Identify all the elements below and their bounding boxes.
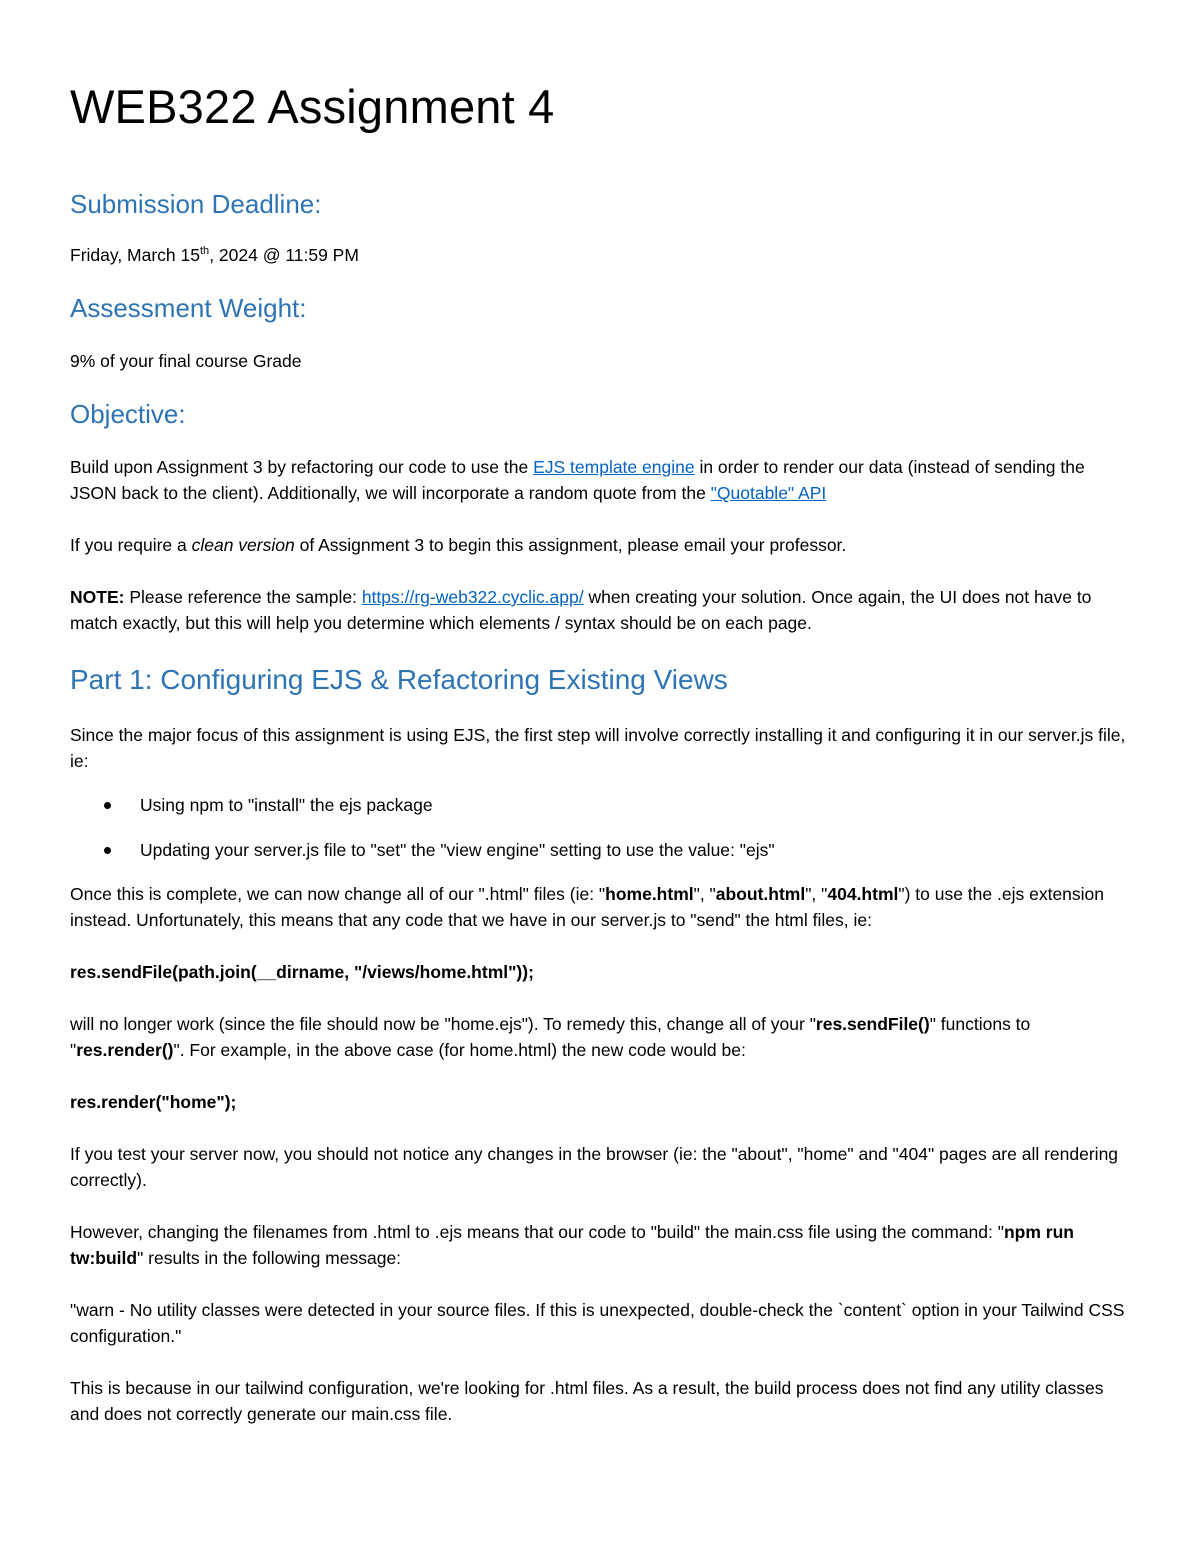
part1-heading: Part 1: Configuring EJS & Refactoring Existing Views: [70, 664, 728, 695]
render-function-name: res.render(): [76, 1040, 174, 1060]
about-html-filename: about.html: [715, 884, 806, 904]
deadline-date: [70, 242, 1132, 268]
change-extension-paragraph: [70, 881, 1132, 933]
code-render: [70, 1089, 1132, 1115]
code-render-text: res.render("home");: [70, 1092, 237, 1112]
change-text-e: ") to use the .ejs extension instead. Unfortunately, this means that any code that we have in our server.js to "send" the html files, ie:: [70, 884, 1105, 930]
quotable-api-link[interactable]: "Quotable" API: [710, 483, 827, 503]
clean-version-emphasis: clean version: [191, 535, 295, 555]
nolonger-text-a: will no longer work (since the file should now be "home.ejs"). To remedy this, change all of your ": [70, 1014, 816, 1034]
deadline-date-suffix: , 2024 @ 11:59 PM: [209, 245, 359, 265]
page-title: WEB322 Assignment 4: [70, 80, 555, 133]
note-text-a: Please reference the sample:: [124, 587, 362, 607]
change-text-a: Once this is complete, we can now change all of our ".html" files (ie: ": [70, 884, 606, 904]
bullet-icon: [104, 802, 111, 809]
clean-version-paragraph: [70, 532, 1132, 558]
submission-deadline-heading: Submission Deadline:: [70, 189, 322, 219]
assessment-weight-text: 9% of your final course Grade: [70, 351, 302, 371]
build-command: npm run tw:build: [70, 1222, 1074, 1268]
setup-steps-list: [70, 792, 1132, 863]
list-item: [70, 837, 1132, 863]
deadline-date-prefix: Friday, March 15: [70, 245, 200, 265]
change-text-d: ", ": [805, 884, 828, 904]
tailwind-explanation-paragraph: This is because in our tailwind configuration, we're looking for .html files. As a result, the build process does not find any utility classes and does not correctly generate our main.css file.: [70, 1378, 1104, 1424]
note-label: NOTE:: [70, 587, 125, 607]
nolonger-text-c: " functions to ": [70, 1014, 1031, 1060]
assessment-weight-heading: Assessment Weight:: [70, 293, 307, 323]
build-warning-paragraph: [70, 1219, 1132, 1271]
objective-paragraph: [70, 454, 1132, 506]
deadline-date-ordinal: th: [200, 245, 210, 258]
bullet-icon: [104, 847, 111, 854]
document-content: [70, 78, 1132, 1427]
note-paragraph: [70, 584, 1132, 636]
404-html-filename: 404.html: [827, 884, 899, 904]
code-sendfile: [70, 959, 1132, 985]
list-item-text: Updating your server.js file to "set" the "view engine" setting to use the value: "ejs": [140, 840, 775, 860]
ejs-template-engine-link[interactable]: EJS template engine: [533, 457, 695, 477]
clean-version-text-a: If you require a: [70, 535, 192, 555]
code-sendfile-text: res.sendFile(path.join(__dirname, "/views/home.html"));: [70, 962, 534, 982]
no-longer-work-paragraph: [70, 1011, 1132, 1063]
list-item: [70, 792, 1132, 818]
test-server-paragraph: If you test your server now, you should not notice any changes in the browser (ie: the "about", "home" and "404" pages are all rendering correctly).: [70, 1144, 1119, 1190]
sample-site-link[interactable]: https://rg-web322.cyclic.app/: [361, 587, 584, 607]
list-item-text: Using npm to "install" the ejs package: [140, 795, 433, 815]
however-text-c: " results in the following message:: [137, 1248, 402, 1268]
objective-text-a: Build upon Assignment 3 by refactoring our code to use the: [70, 457, 534, 477]
sendfile-function-name: res.sendFile(): [815, 1014, 930, 1034]
part1-intro: Since the major focus of this assignment is using EJS, the first step will involve correctly installing it and configuring it in our server.js file, ie:: [70, 725, 1126, 771]
change-text-c: ", ": [693, 884, 716, 904]
clean-version-text-b: of Assignment 3 to begin this assignment, please email your professor.: [294, 535, 847, 555]
note-text-b: when creating your solution. Once again, the UI does not have to match exactly, but this will help you determine which elements / syntax should be on each page.: [70, 587, 1092, 633]
home-html-filename: home.html: [605, 884, 694, 904]
objective-heading: Objective:: [70, 399, 186, 429]
tailwind-warn-message: "warn - No utility classes were detected in your source files. If this is unexpected, double-check the `content` option in your Tailwind CSS configuration.": [70, 1300, 1125, 1346]
however-text-a: However, changing the filenames from .html to .ejs means that our code to "build" the main.css file using the command: ": [70, 1222, 1004, 1242]
objective-text-b: in order to render our data (instead of sending the JSON back to the client). Additionally, we will incorporate a random quote from the: [70, 457, 1085, 503]
nolonger-text-d: ". For example, in the above case (for home.html) the new code would be:: [173, 1040, 746, 1060]
